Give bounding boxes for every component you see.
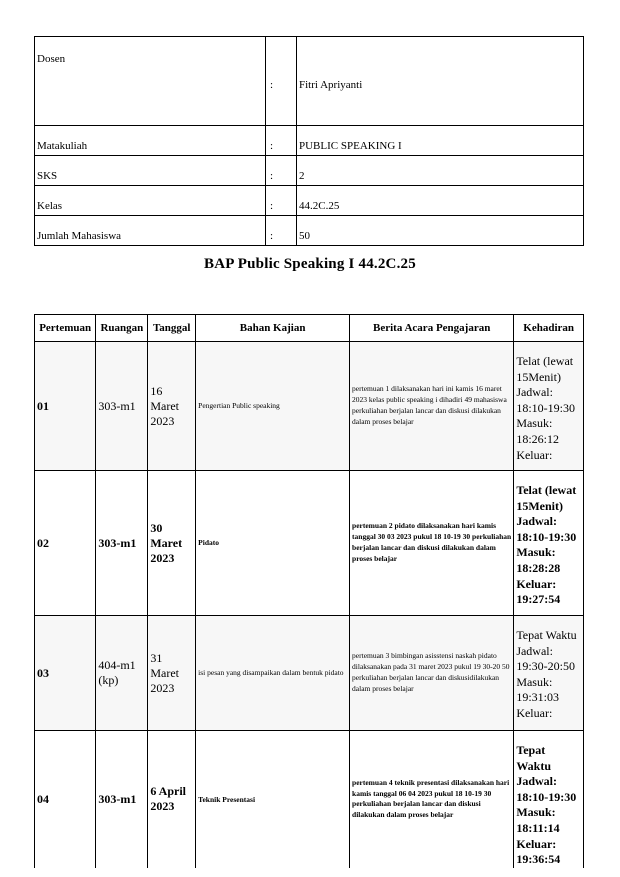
info-value: Fitri Apriyanti [297,37,584,126]
info-separator: : [266,186,297,216]
kehadiran-jadwal: Jadwal: 18:10-19:30 [516,385,575,415]
info-label: Jumlah Mahasiswa [35,216,266,246]
table-row [35,616,584,731]
info-separator: : [266,126,297,156]
cell-tanggal: 6 April 2023 [148,731,196,868]
bap-table [34,314,584,868]
document-title: BAP Public Speaking I 44.2C.25 [204,256,416,272]
kehadiran-masuk: Masuk: 18:28:28 [516,545,561,575]
kehadiran-masuk: Masuk: 18:11:14 [516,805,560,835]
info-separator: : [266,37,297,126]
header-pertemuan: Pertemuan [35,315,96,342]
info-row-kelas [35,186,584,216]
cell-bahan-kajian: Pengertian Public speaking [196,342,350,471]
info-label: Matakuliah [35,126,266,156]
header-kehadiran: Kehadiran [514,315,584,342]
kehadiran-status: Tepat Waktu [516,628,577,642]
info-value: 2 [297,156,584,186]
kehadiran-jadwal: Jadwal: 18:10-19:30 [516,774,577,804]
header-ruangan: Ruangan [96,315,148,342]
kehadiran-keluar: Keluar: [516,705,553,720]
info-value: PUBLIC SPEAKING I [297,126,584,156]
kehadiran-status: Telat (lewat 15Menit) [516,354,574,384]
cell-tanggal: 16 Maret 2023 [148,342,196,471]
cell-pertemuan: 02 [35,471,96,616]
kehadiran-status: Telat (lewat 15Menit) [516,483,577,513]
cell-pertemuan: 03 [35,616,96,731]
header-tanggal: Tanggal [148,315,196,342]
info-label: Dosen [35,37,266,126]
cell-ruangan: 303-m1 [96,342,148,471]
cell-ruangan: 303-m1 [96,471,148,616]
info-row-matakuliah [35,126,584,156]
cell-tanggal: 30 Maret 2023 [148,471,196,616]
kehadiran-jadwal: Jadwal: 18:10-19:30 [516,514,577,544]
header-berita-acara: Berita Acara Pengajaran [350,315,514,342]
info-row-jumlah-mahasiswa [35,216,584,246]
header-bahan-kajian: Bahan Kajian [196,315,350,342]
kehadiran-keluar: Keluar: 19:36:54 [516,836,561,867]
info-separator: : [266,156,297,186]
info-row-dosen [35,37,584,126]
info-separator: : [266,216,297,246]
cell-bahan-kajian: isi pesan yang disampaikan dalam bentuk pidato [196,616,350,731]
kehadiran-keluar: Keluar: [516,447,553,462]
course-info-table [34,36,584,246]
kehadiran-masuk: Masuk: 19:31:03 [516,674,559,705]
info-label: Kelas [35,186,266,216]
cell-ruangan: 404-m1 (kp) [96,616,148,731]
cell-kehadiran [514,342,584,471]
info-value: 50 [297,216,584,246]
cell-bahan-kajian: Teknik Presentasi [196,731,350,868]
cell-kehadiran [514,616,584,731]
kehadiran-masuk: Masuk: 18:26:12 [516,416,559,446]
cell-pertemuan: 04 [35,731,96,868]
cell-tanggal: 31 Maret 2023 [148,616,196,731]
table-row [35,471,584,616]
table-row [35,731,584,868]
cell-berita-acara: pertemuan 1 dilaksanakan hari ini kamis 16 maret 2023 kelas public speaking i dihadiri 49 mahasiswa perkuliahan berjalan lancar dan diskusi dilakukan dalam proses belajar [350,342,514,471]
info-row-sks [35,156,584,186]
kehadiran-jadwal: Jadwal: 19:30-20:50 [516,643,575,674]
table-row [35,342,584,471]
cell-pertemuan: 01 [35,342,96,471]
bap-header-row [35,315,584,342]
cell-berita-acara: pertemuan 3 bimbingan asisstensi naskah pidato dilaksanakan pada 31 maret 2023 pukul 19 30-20 50 perkuliahan berjalan lancar dan diskusidilakukan dalam proses belajar [350,616,514,731]
kehadiran-keluar: Keluar: 19:27:54 [516,576,561,607]
cell-berita-acara: pertemuan 4 teknik presentasi dilaksanakan hari kamis tanggal 06 04 2023 pukul 18 10-19 30 perkuliahan berjalan lancar dan diskusi dilakukan dalam proses belajar [350,731,514,868]
cell-kehadiran [514,471,584,616]
cell-ruangan: 303-m1 [96,731,148,868]
info-value: 44.2C.25 [297,186,584,216]
cell-bahan-kajian: Pidato [196,471,350,616]
cell-kehadiran [514,731,584,868]
kehadiran-status: Tepat Waktu [516,743,551,773]
cell-berita-acara: pertemuan 2 pidato dilaksanakan hari kamis tanggal 30 03 2023 pukul 18 10-19 30 perkuliahan berjalan lancar dan diskusi dilakukan dalam proses belajar [350,471,514,616]
info-label: SKS [35,156,266,186]
